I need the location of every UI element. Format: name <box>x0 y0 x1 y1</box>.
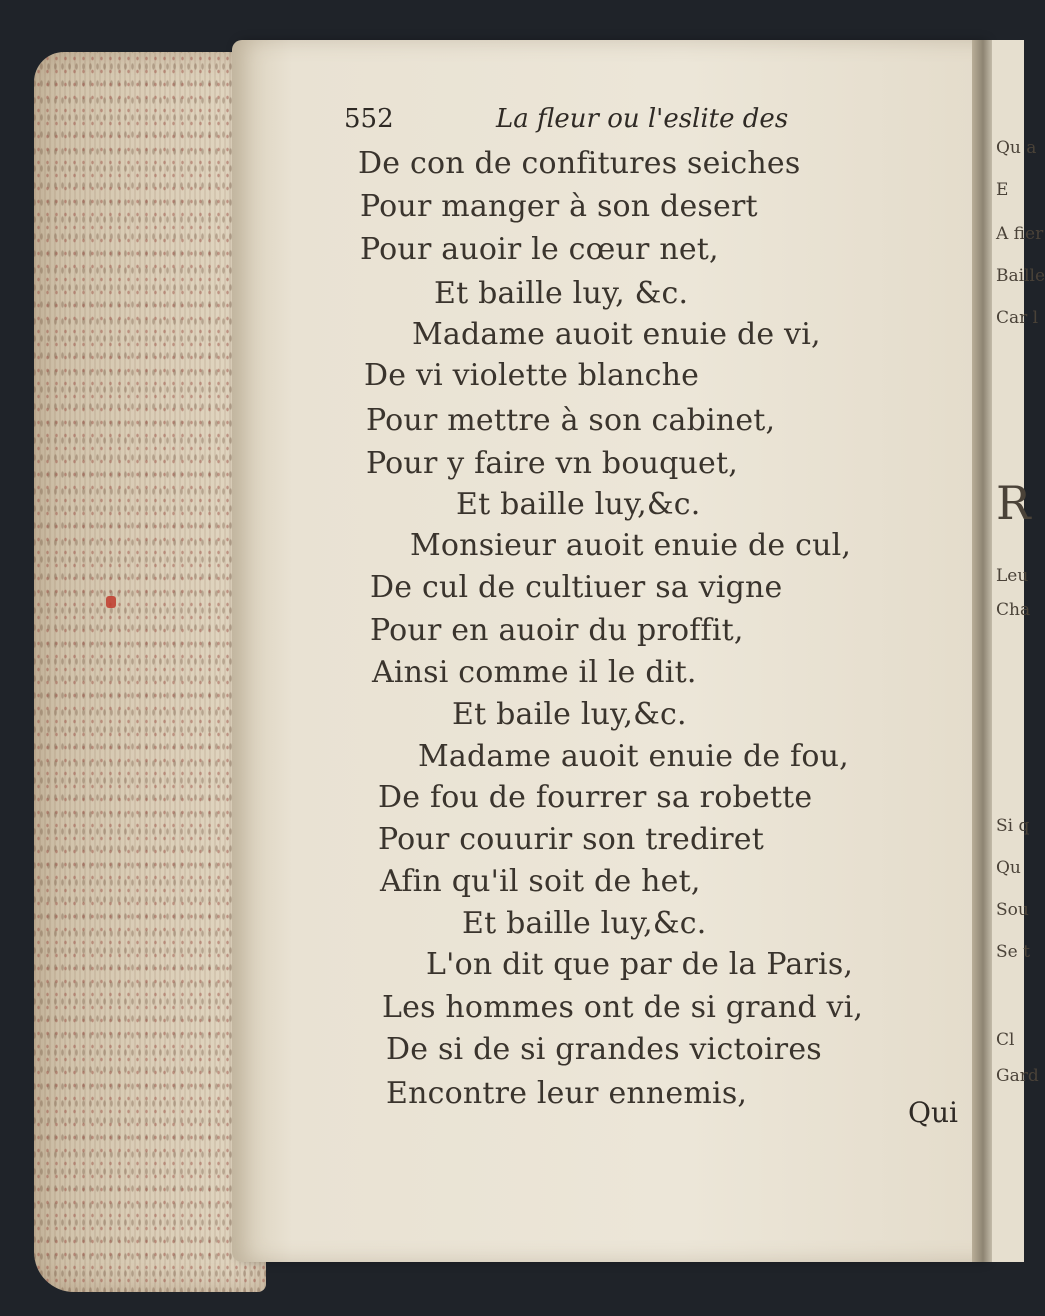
text-line: Monsieur auoit enuie de cul, <box>410 528 852 563</box>
text-line: Madame auoit enuie de vi, <box>412 317 821 352</box>
catchword: Qui <box>908 1096 958 1129</box>
text-line: De cul de cultiuer sa vigne <box>370 570 783 605</box>
text-line: Et baile luy,&c. <box>452 697 687 732</box>
next-page-fragment: Gard <box>996 1066 1039 1086</box>
next-page-fragment: Car l <box>996 308 1039 328</box>
next-page-fragment: Baille <box>996 266 1045 286</box>
next-page-fragment: R <box>996 476 1031 530</box>
text-line: De vi violette blanche <box>364 358 700 393</box>
text-line: Pour en auoir du proffit, <box>370 613 744 648</box>
text-line: Ainsi comme il le dit. <box>372 655 697 690</box>
text-line: Les hommes ont de si grand vi, <box>382 990 864 1025</box>
text-line: Pour mettre à son cabinet, <box>366 403 776 438</box>
next-page-fragment: Cl <box>996 1030 1015 1050</box>
red-stain <box>106 596 116 608</box>
text-line: De con de confitures seiches <box>358 146 801 181</box>
binding-gutter <box>972 40 994 1262</box>
text-line: Pour manger à son desert <box>360 189 758 224</box>
next-page-fragment: Sou <box>996 900 1029 920</box>
text-line: Pour couurir son trediret <box>378 822 764 857</box>
text-line: De si de si grandes victoires <box>386 1032 822 1067</box>
text-line: Et baille luy,&c. <box>462 906 707 941</box>
text-line: Pour y faire vn bouquet, <box>366 446 738 481</box>
text-line: Encontre leur ennemis, <box>386 1076 748 1111</box>
next-page-fragment: Si q <box>996 816 1030 836</box>
text-line: Pour auoir le cœur net, <box>360 232 719 267</box>
running-head <box>344 104 804 144</box>
text-line: Et baille luy, &c. <box>434 276 689 311</box>
next-page-fragment: Qu a <box>996 138 1037 158</box>
next-page-fragment: Se t <box>996 942 1030 962</box>
text-line: De fou de fourrer sa robette <box>378 780 813 815</box>
next-page-fragment: Cha <box>996 600 1031 620</box>
next-page-fragment: Qu <box>996 858 1021 878</box>
next-page-fragment: E <box>996 180 1009 200</box>
page-number: 552 <box>344 104 394 134</box>
running-title: La fleur ou l'eslite des <box>496 104 789 134</box>
text-line: Et baille luy,&c. <box>456 487 701 522</box>
next-page-fragment: A fier <box>996 224 1044 244</box>
text-line: Madame auoit enuie de fou, <box>418 739 849 774</box>
text-line: Afin qu'il soit de het, <box>380 864 701 899</box>
text-line: L'on dit que par de la Paris, <box>426 947 854 982</box>
next-page-fragment: Leu <box>996 566 1029 586</box>
